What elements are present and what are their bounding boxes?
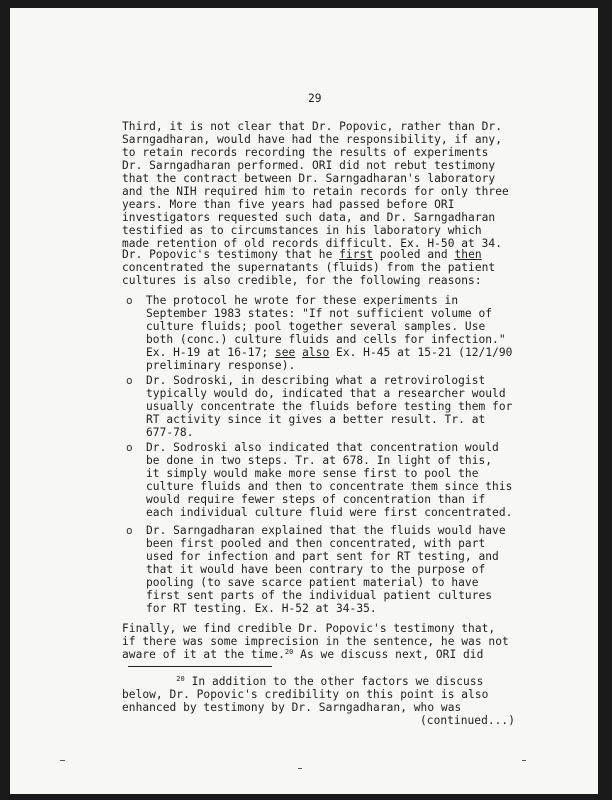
scan-mark: [522, 760, 526, 761]
bullet-sodroski-concentrate: [146, 374, 512, 439]
paragraph-line: [122, 648, 509, 661]
paragraph-line: concentrated the supernatants (fluids) from the patient: [122, 261, 496, 274]
footnote: [122, 675, 515, 727]
paragraph-line: to retain records recording the results of experiments: [122, 146, 489, 159]
bullet-line: culture fluids; pool together several samples. Use: [146, 320, 486, 333]
footnote-divider: [128, 666, 272, 667]
bullet-protocol: [146, 294, 512, 372]
bullet-line: Dr. Sodroski, in describing what a retrovirologist: [146, 374, 486, 387]
bullet-line: each individual culture fluid were first concentrated.: [146, 506, 513, 519]
scan-mark: [60, 760, 65, 761]
underlined-word: then: [454, 248, 482, 261]
paragraph-popovic-testimony: [122, 248, 495, 287]
bullet-line: The protocol he wrote for these experiments in: [146, 294, 459, 307]
bullet-line: it simply would make more sense first to pool the: [146, 467, 479, 480]
bullet-line: preliminary response).: [146, 359, 296, 372]
paragraph-finally: [122, 622, 509, 661]
bullet-line: used for infection and part sent for RT testing, and: [146, 550, 499, 563]
bullet-marker: o: [126, 374, 133, 387]
text-run: Dr. Popovic's testimony that he: [122, 248, 340, 261]
text-run: Ex. H-19 at 16-17;: [146, 346, 275, 359]
bullet-sarngadharan: [146, 524, 506, 615]
paragraph-line: years. More than five years had passed before ORI: [122, 198, 455, 211]
bullet-line: would require fewer steps of concentration than if: [146, 493, 486, 506]
text-run: In addition to the other factors we discuss: [184, 675, 484, 688]
bullet-marker: o: [126, 524, 133, 537]
footnote-line: enhanced by testimony by Dr. Sarngadharan, who was: [122, 701, 462, 714]
bullet-line: typically would do, indicated that a researcher would: [146, 387, 506, 400]
paragraph-line: cultures is also credible, for the following reasons:: [122, 274, 482, 287]
bullet-line: September 1983 states: "If not sufficient volume of: [146, 307, 493, 320]
bullet-line: Dr. Sarngadharan explained that the fluids would have: [146, 524, 506, 537]
bullet-sodroski-two-steps: [146, 441, 512, 519]
bullet-line: usually concentrate the fluids before testing them for: [146, 400, 513, 413]
document-page: [10, 8, 598, 794]
bullet-line: for RT testing. Ex. H-52 at 34-35.: [146, 602, 377, 615]
paragraph-line: Third, it is not clear that Dr. Popovic, rather than Dr.: [122, 120, 502, 133]
footnote-reference: 20: [284, 648, 294, 656]
bullet-line: 677-78.: [146, 426, 194, 439]
paragraph-line: Dr. Sarngadharan performed. ORI did not rebut testimony: [122, 159, 496, 172]
text-run: As we discuss next, ORI did: [293, 648, 484, 661]
paragraph-line: that the contract between Dr. Sarngadharan's laboratory: [122, 172, 496, 185]
bullet-line: RT activity since it gives a better result. Tr. at: [146, 413, 486, 426]
bullet-line: culture fluids and then to concentrate them since this: [146, 480, 513, 493]
page-number: 29: [308, 92, 322, 105]
bullet-line: [146, 346, 512, 359]
underlined-word: see: [274, 346, 296, 359]
scan-mark: [298, 768, 302, 769]
footnote-line: [122, 675, 515, 688]
text-run: Ex. H-45 at 15-21 (12/1/90: [329, 346, 513, 359]
underlined-word: first: [339, 248, 374, 261]
bullet-line: been first pooled and then concentrated, with part: [146, 537, 486, 550]
text-run: pooled and: [373, 248, 455, 261]
paragraph-line: and the NIH required him to retain records for only three: [122, 185, 509, 198]
bullet-line: pooling (to save scarce patient material) to have: [146, 576, 479, 589]
paragraph-line: if there was some imprecision in the sentence, he was not: [122, 635, 509, 648]
bullet-line: first sent parts of the individual patient cultures: [146, 589, 493, 602]
bullet-line: both (conc.) culture fluids and cells for infection.": [146, 333, 506, 346]
bullet-line: that it would have been contrary to the purpose of: [146, 563, 486, 576]
footnote-number: 20: [176, 675, 185, 683]
underlined-word: also: [302, 346, 330, 359]
paragraph-line: Sarngadharan, would have had the responsibility, if any,: [122, 133, 502, 146]
bullet-marker: o: [126, 294, 133, 307]
paragraph-line: investigators requested such data, and Dr. Sarngadharan: [122, 211, 496, 224]
text-run: aware of it at the time.: [122, 648, 285, 661]
bullet-line: Dr. Sodroski also indicated that concentration would: [146, 441, 499, 454]
paragraph-third: [122, 120, 509, 250]
paragraph-line: testified as to circumstances in his laboratory which: [122, 224, 482, 237]
bullet-marker: o: [126, 441, 133, 454]
paragraph-line: made retention of old records difficult. Ex. H-50 at 34.: [122, 237, 502, 250]
paragraph-line: Finally, we find credible Dr. Popovic's testimony that,: [122, 622, 496, 635]
paragraph-line: [122, 248, 495, 261]
bullet-line: be done in two steps. Tr. at 678. In light of this,: [146, 454, 493, 467]
continued-note: (continued...): [420, 714, 515, 727]
footnote-line: below, Dr. Popovic's credibility on this point is also: [122, 688, 489, 701]
